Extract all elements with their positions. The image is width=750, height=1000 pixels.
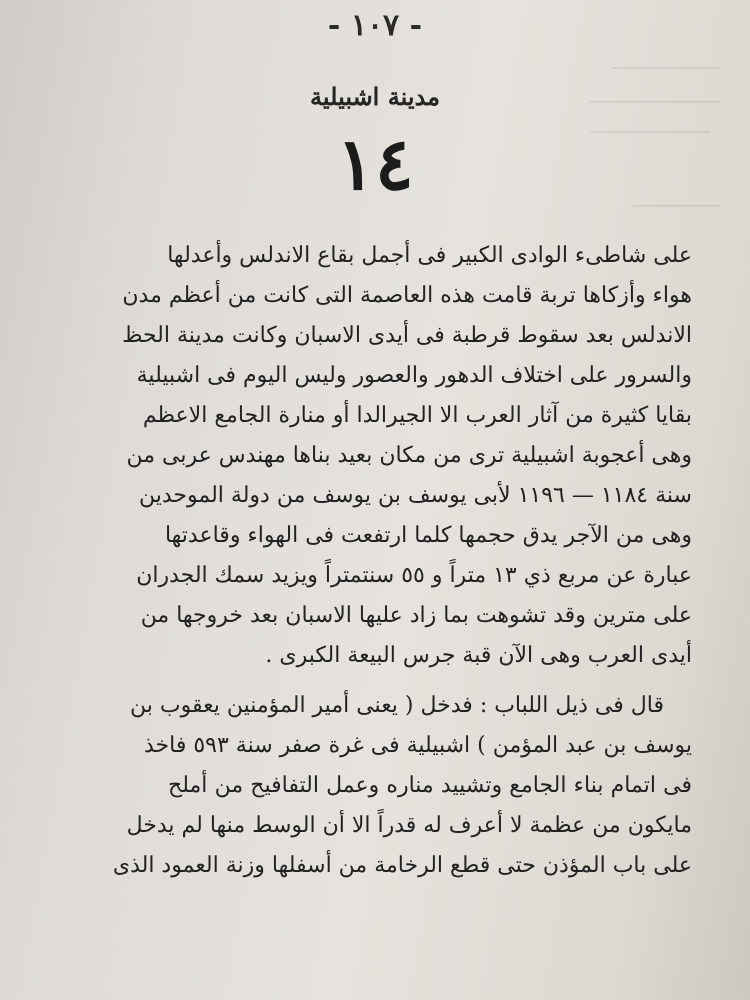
chapter-number: ١٤ (336, 121, 414, 206)
text-line: على مترين وقد تشوهت بما زاد عليها الاسبان بعد خروجها من (140, 603, 692, 628)
chapter-title: مدينة اشبيلية (310, 82, 440, 111)
bleed-through-text: ──────── (633, 196, 720, 217)
text-line: والسرور على اختلاف الدهور والعصور وليس اليوم فى اشبيلية (136, 363, 692, 388)
paragraph-gap (168, 676, 692, 686)
text-line: بقايا كثيرة من آثار العرب الا الجيرالدا أو منارة الجامع الاعظم (142, 403, 692, 428)
bleed-through-text: ────────── (611, 58, 720, 79)
text-line: عبارة عن مربع ذي ١٣ متراً و ٥٥ سنتمتراً ويزيد سمك الجدران (136, 563, 692, 588)
text-line: مايكون من عظمة لا أعرف له قدراً الا أن الوسط منها لم يدخل (126, 813, 692, 838)
text-line: وهى من الآجر يدق حجمها كلما ارتفعت فى الهواء وقاعدتها (164, 523, 692, 548)
bleed-through-text: ──────────── (589, 92, 720, 113)
text-line-last: أيدى العرب وهى الآن قبة جرس البيعة الكبرى . (265, 643, 692, 668)
body-text (112, 236, 692, 886)
text-line: هواء وأزكاها تربة قامت هذه العاصمة التى كانت من أعظم مدن (122, 283, 692, 308)
text-line: وهى أعجوبة اشبيلية ترى من مكان بعيد بناها مهندس عربى من (126, 443, 692, 468)
text-line: على باب المؤذن حتى قطع الرخامة من أسفلها وزنة العمود الذى (112, 853, 692, 878)
text-line: الاندلس بعد سقوط قرطبة فى أيدى الاسبان وكانت مدينة الحظ (122, 323, 692, 348)
text-line: يوسف بن عبد المؤمن ) اشبيلية فى غرة صفر سنة ٥٩٣ فاخذ (143, 733, 692, 758)
bleed-through-text: ─────────── (590, 122, 710, 143)
text-line: سنة ١١٨٤ — ١١٩٦ لأبى يوسف بن يوسف من دولة الموحدين (139, 483, 692, 508)
page-number: - ١٠٧ - (327, 8, 423, 43)
text-line: قال فى ذيل اللباب : فدخل ( يعنى أمير المؤمنين يعقوب بن (130, 693, 664, 718)
text-line: على شاطىء الوادى الكبير فى أجمل بقاع الاندلس وأعدلها (167, 243, 692, 268)
text-line: فى اتمام بناء الجامع وتشييد مناره وعمل التفافيح من أملح (168, 773, 692, 798)
